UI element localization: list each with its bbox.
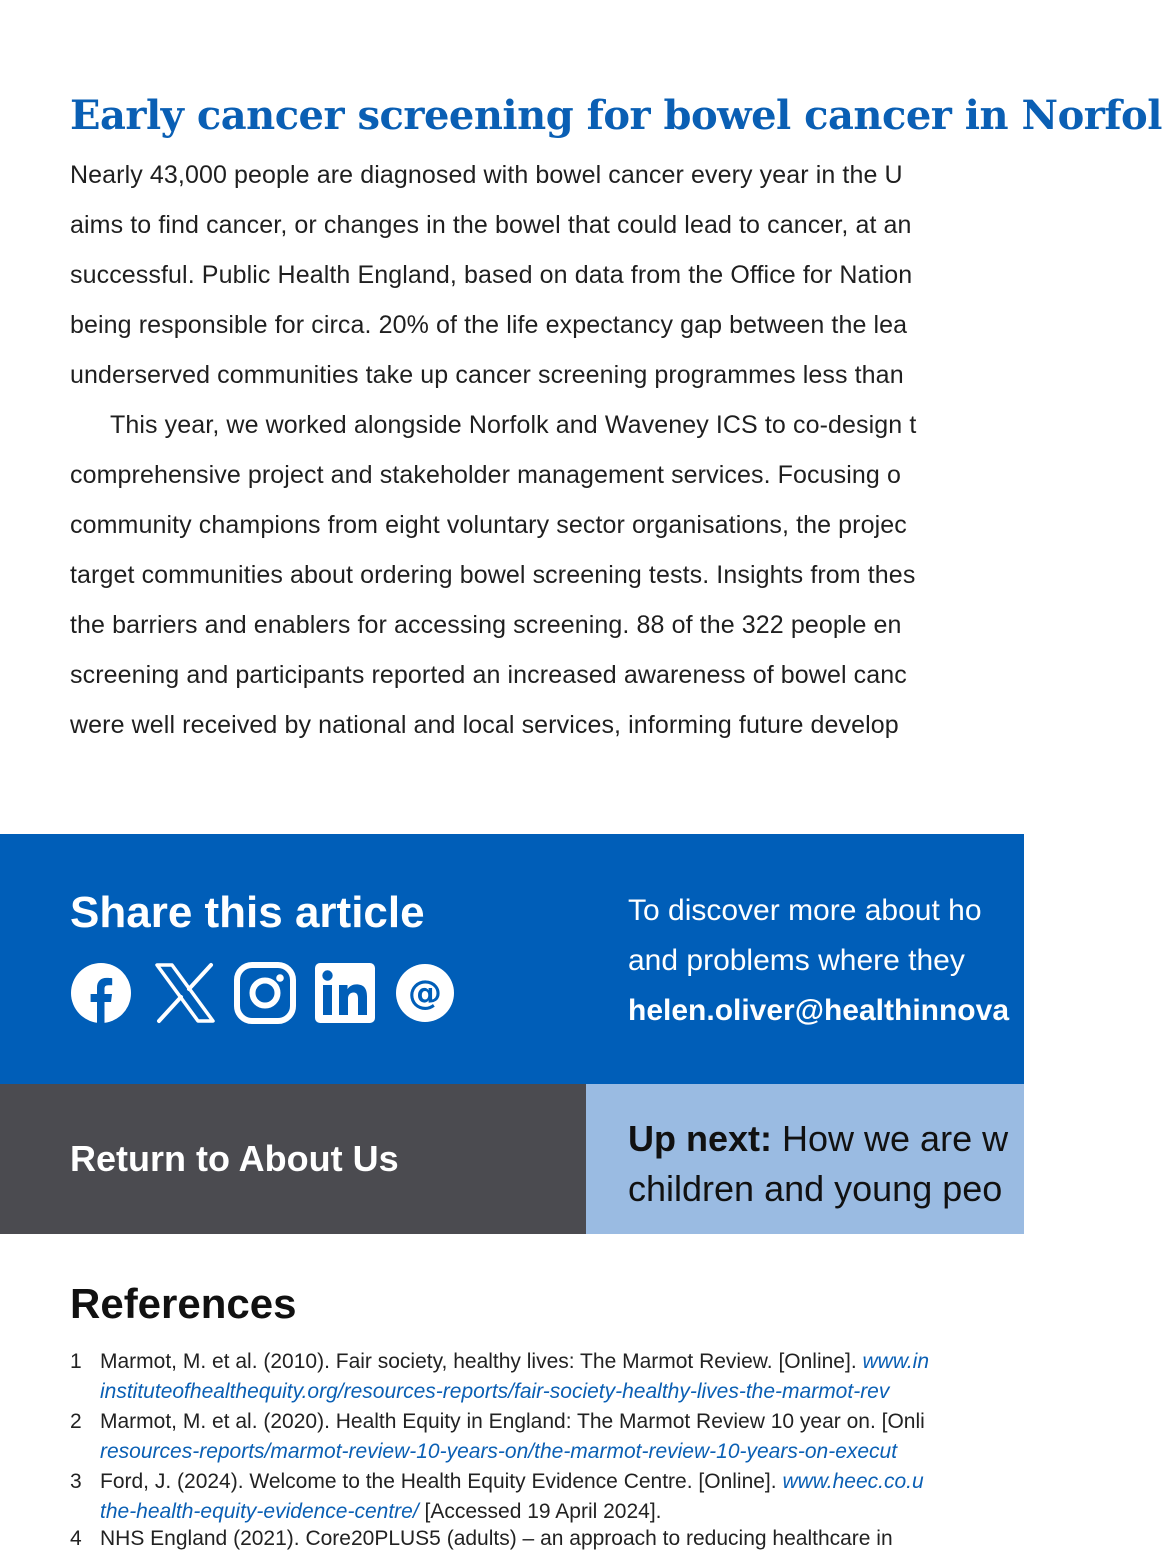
body-line: community champions from eight voluntary sector organisations, the projec — [70, 511, 907, 539]
svg-text:@: @ — [408, 973, 442, 1013]
reference-text: Ford, J. (2024). Welcome to the Health Equity Evidence Centre. [Online]. — [100, 1470, 777, 1493]
reference-line — [100, 1500, 662, 1524]
x-icon[interactable] — [154, 962, 216, 1024]
contact-text-line: To discover more about ho — [628, 894, 982, 927]
reference-line — [100, 1440, 897, 1464]
up-next-line[interactable] — [628, 1118, 1008, 1160]
reference-line — [100, 1380, 889, 1404]
article-body — [70, 150, 1024, 750]
reference-line — [100, 1470, 924, 1494]
facebook-icon[interactable] — [70, 962, 132, 1024]
reference-line — [100, 1350, 929, 1374]
body-line: aims to find cancer, or changes in the bowel that could lead to cancer, at an — [70, 211, 912, 239]
up-next-title-line-2[interactable]: children and young peo — [628, 1168, 1003, 1209]
contact-email-link[interactable]: helen.oliver@healthinnova — [628, 994, 1010, 1027]
article-title: Early cancer screening for bowel cancer in Norfol — [70, 92, 1162, 139]
reference-link[interactable]: www.heec.co.u — [782, 1470, 924, 1493]
body-line: were well received by national and local services, informing future develop — [70, 711, 899, 739]
body-line: underserved communities take up cancer screening programmes less than — [70, 361, 904, 389]
reference-number: 4 — [70, 1527, 82, 1550]
reference-number: 2 — [70, 1410, 82, 1433]
body-line: the barriers and enablers for accessing screening. 88 of the 322 people en — [70, 611, 902, 639]
up-next-label: Up next: — [628, 1118, 772, 1159]
instagram-icon[interactable] — [234, 962, 296, 1024]
contact-text-line: and problems where they — [628, 944, 965, 977]
references-heading: References — [70, 1280, 297, 1327]
return-to-about-us-label[interactable]: Return to About Us — [70, 1138, 399, 1179]
reference-text: Marmot, M. et al. (2020). Health Equity in England: The Marmot Review 10 year on. [Onli — [100, 1410, 925, 1433]
share-title: Share this article — [70, 888, 425, 937]
email-at-icon[interactable] — [394, 962, 456, 1024]
body-line: being responsible for circa. 20% of the life expectancy gap between the lea — [70, 311, 908, 339]
reference-link[interactable]: instituteofhealthequity.org/resources-reports/fair-society-healthy-lives-the-marmot-rev — [100, 1380, 890, 1403]
body-line: target communities about ordering bowel screening tests. Insights from thes — [70, 561, 916, 589]
reference-number: 1 — [70, 1350, 82, 1373]
up-next-title: How we are w — [782, 1118, 1009, 1159]
body-line: successful. Public Health England, based on data from the Office for Nation — [70, 261, 913, 289]
reference-line — [100, 1410, 925, 1434]
body-line: Nearly 43,000 people are diagnosed with bowel cancer every year in the U — [70, 161, 903, 189]
body-line: screening and participants reported an increased awareness of bowel canc — [70, 661, 907, 689]
reference-link[interactable]: www.in — [862, 1350, 930, 1373]
body-line: This year, we worked alongside Norfolk and Waveney ICS to co-design t — [110, 411, 917, 439]
reference-accessed: [Accessed 19 April 2024]. — [424, 1500, 662, 1523]
linkedin-icon[interactable] — [314, 962, 376, 1024]
body-line: comprehensive project and stakeholder management services. Focusing o — [70, 461, 901, 489]
reference-text: Marmot, M. et al. (2010). Fair society, healthy lives: The Marmot Review. [Online]. — [100, 1350, 857, 1373]
reference-text: NHS England (2021). Core20PLUS5 (adults) – an approach to reducing healthcare in — [100, 1527, 893, 1550]
reference-number: 3 — [70, 1470, 82, 1493]
reference-link[interactable]: the-health-equity-evidence-centre/ — [100, 1500, 419, 1523]
reference-link[interactable]: resources-reports/marmot-review-10-years-on/the-marmot-review-10-years-on-execut — [100, 1440, 898, 1463]
